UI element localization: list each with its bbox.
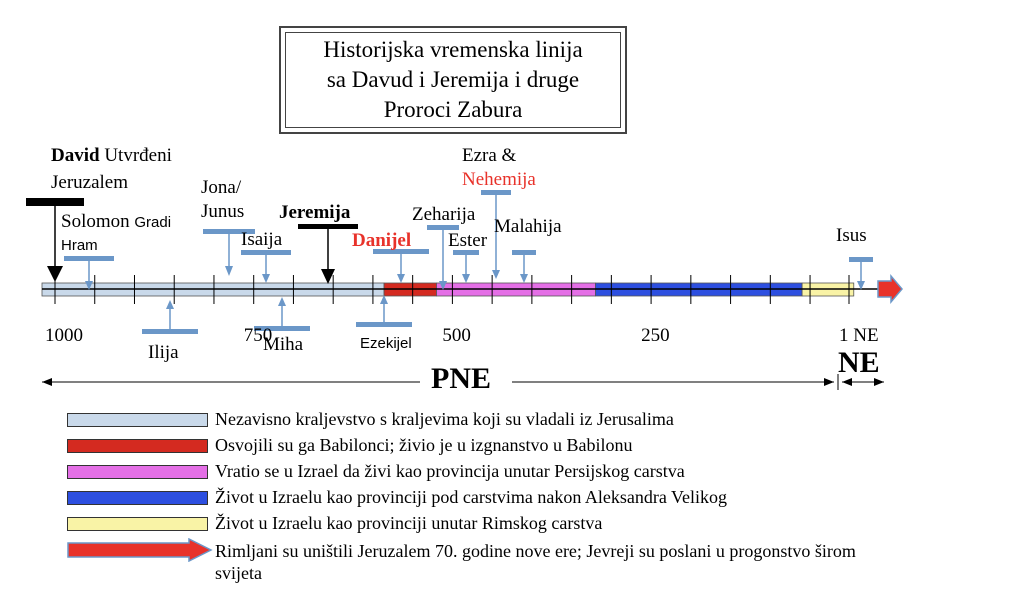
- tick-label: 1 NE: [839, 325, 879, 346]
- tick-label: 500: [442, 325, 471, 346]
- legend-swatch-rome: [67, 517, 208, 531]
- legend-swatch-arrow-icon: [67, 538, 213, 562]
- david-desc: Utvrđeni: [104, 145, 172, 166]
- legend-item-kingdom: [67, 409, 674, 432]
- tick-label: 1000: [45, 325, 83, 346]
- david-name: David: [51, 145, 100, 166]
- david-arrowhead: [47, 266, 63, 282]
- ester-marker: [453, 250, 479, 283]
- ilija-label: Ilija: [148, 342, 179, 363]
- legend-item-rome: [67, 513, 603, 536]
- isaija-marker: [241, 250, 291, 283]
- legend-text-arrow-line2: svijeta: [215, 563, 262, 583]
- title-line-2: sa Davud i Jeremija i druge: [326, 67, 580, 92]
- legend-swatch-persia: [67, 465, 208, 479]
- david-label-line2: Jeruzalem: [51, 172, 129, 193]
- danijel-marker: [373, 249, 429, 283]
- zeharija-label: Zeharija: [412, 204, 476, 225]
- era-pne-label: PNE: [431, 362, 491, 395]
- nehemija-label: Nehemija: [462, 169, 536, 190]
- legend-item-greek: [67, 487, 728, 510]
- solomon-name: Solomon: [61, 211, 130, 232]
- legend-text-persia: Vratio se u Izrael da živi kao provincija unutar Persijskog carstva: [215, 461, 685, 481]
- legend-item-babylon: [67, 435, 633, 458]
- legend-item-arrow: [67, 540, 856, 583]
- david-label: [51, 145, 172, 167]
- legend-text-arrow: [215, 540, 856, 584]
- legend-swatch-babylon: [67, 439, 208, 453]
- ester-label: Ester: [448, 230, 488, 251]
- ezekijel-marker: [356, 295, 412, 327]
- tick-label: 750: [243, 325, 273, 346]
- malahija-marker: [512, 250, 536, 283]
- jeremija-label: Jeremija: [279, 202, 351, 223]
- jona-label-line1: Jona/: [201, 177, 242, 198]
- title-line-3: Proroci Zabura: [383, 97, 523, 122]
- solomon-label-line2: Hram: [61, 237, 98, 254]
- jeremija-bar: [298, 224, 358, 229]
- solomon-label: [61, 211, 171, 234]
- isus-label: Isus: [836, 225, 867, 246]
- legend-text-babylon: Osvojili su ga Babilonci; živio je u izgnanstvo u Babilonu: [215, 435, 633, 455]
- legend-text-arrow-line1: Rimljani su uništili Jeruzalem 70. godine nove ere; Jevreji su poslani u progonstvo širom: [215, 541, 856, 561]
- miha-label: Miha: [263, 334, 304, 355]
- legend-text-greek: Život u Izraelu kao provinciji pod carstvima nakon Aleksandra Velikog: [215, 487, 728, 507]
- david-bar: [26, 198, 84, 206]
- isaija-label: Isaija: [241, 229, 283, 250]
- timeline-end-arrow: [878, 276, 902, 302]
- tick-label: 250: [641, 325, 670, 346]
- malahija-label: Malahija: [494, 216, 562, 237]
- legend-text-rome: Život u Izraelu kao provinciji unutar Rimskog carstva: [215, 513, 603, 533]
- legend-swatch-greek: [67, 491, 208, 505]
- legend-swatch-kingdom: [67, 413, 208, 427]
- era-ne-label: NE: [838, 346, 880, 379]
- legend-item-persia: [67, 461, 685, 484]
- ezekijel-label: Ezekijel: [360, 335, 412, 352]
- danijel-label: Danijel: [352, 230, 412, 251]
- solomon-desc: Gradi: [134, 214, 172, 231]
- jona-label-line2: Junus: [201, 201, 245, 222]
- ilija-marker: [142, 300, 198, 334]
- title-line-1: Historijska vremenska linija: [323, 37, 583, 62]
- legend-text-kingdom: Nezavisno kraljevstvo s kraljevima koji su vladali iz Jerusalima: [215, 409, 674, 429]
- ezra-label: Ezra &: [462, 145, 517, 166]
